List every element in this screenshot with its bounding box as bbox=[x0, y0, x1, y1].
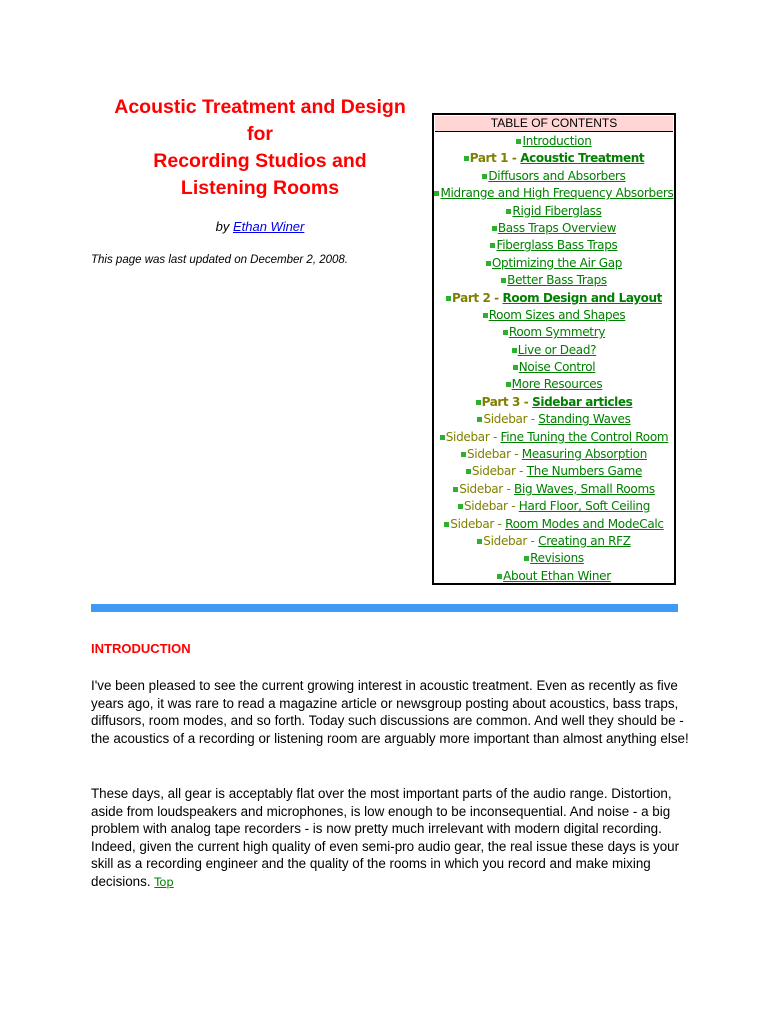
bullet-square-icon bbox=[516, 139, 521, 144]
toc-item-prefix: Sidebar - bbox=[483, 412, 539, 427]
bullet-square-icon bbox=[446, 296, 451, 301]
toc-item bbox=[434, 498, 674, 515]
title-line-1: Acoustic Treatment and Design bbox=[114, 96, 406, 118]
toc-link[interactable]: Big Waves, Small Rooms bbox=[514, 481, 655, 496]
bullet-square-icon bbox=[483, 313, 488, 318]
bullet-square-icon bbox=[477, 417, 482, 422]
toc-item bbox=[434, 533, 674, 550]
toc-link[interactable]: Bass Traps Overview bbox=[497, 220, 617, 235]
toc-link[interactable]: Room Design and Layout bbox=[502, 290, 662, 305]
bullet-square-icon bbox=[506, 382, 511, 387]
bullet-square-icon bbox=[501, 278, 506, 283]
toc-item bbox=[434, 463, 674, 480]
bullet-square-icon bbox=[512, 348, 517, 353]
toc-item-prefix: Sidebar - bbox=[445, 429, 501, 444]
toc-link[interactable]: Rigid Fiberglass bbox=[512, 203, 602, 218]
toc-item bbox=[434, 324, 674, 341]
toc-link[interactable]: Fiberglass Bass Traps bbox=[496, 238, 618, 253]
bullet-square-icon bbox=[486, 261, 491, 266]
toc-item bbox=[434, 150, 674, 167]
toc-link[interactable]: Acoustic Treatment bbox=[520, 151, 645, 166]
toc-item bbox=[434, 376, 674, 393]
toc-item bbox=[434, 516, 674, 533]
toc-link[interactable]: Room Modes and ModeCalc bbox=[505, 516, 664, 531]
bullet-square-icon bbox=[434, 191, 439, 196]
toc-link[interactable]: Live or Dead? bbox=[517, 342, 597, 357]
toc-link[interactable]: Revisions bbox=[530, 551, 584, 566]
table-of-contents bbox=[432, 113, 676, 585]
toc-item bbox=[434, 568, 674, 585]
toc-link[interactable]: Midrange and High Frequency Absorbers bbox=[440, 186, 674, 201]
bullet-square-icon bbox=[482, 174, 487, 179]
intro-paragraph-2 bbox=[91, 785, 691, 892]
bullet-square-icon bbox=[464, 156, 469, 161]
top-link[interactable]: Top bbox=[154, 874, 174, 889]
section-divider bbox=[91, 604, 678, 612]
toc-link[interactable]: Standing Waves bbox=[538, 412, 631, 427]
author-link[interactable]: Ethan Winer bbox=[232, 219, 305, 234]
bullet-square-icon bbox=[458, 504, 463, 509]
toc-item bbox=[434, 203, 674, 220]
toc-item bbox=[434, 185, 674, 202]
toc-item bbox=[434, 446, 674, 463]
intro-paragraph-2-text: These days, all gear is acceptably flat over the most important parts of the audio range. Distortion, aside from loudspeakers and microphones, is low enough to be inconsequential. And noise - a big problem with analog tape recorders - is now pretty much irrelevant with modern digital recording. Indeed, given the current high quality of even semi-pro audio gear, the real issue these days is your skill as a recording engineer and the quality of the rooms in which you record and make mixing decisions. bbox=[91, 786, 680, 889]
toc-link[interactable]: Creating an RFZ bbox=[538, 533, 631, 548]
last-updated-note: This page was last updated on December 2, 2008. bbox=[91, 254, 348, 266]
toc-item-prefix: Sidebar - bbox=[463, 499, 519, 514]
toc-link[interactable]: More Resources bbox=[511, 377, 603, 392]
toc-link[interactable]: Measuring Absorption bbox=[521, 447, 648, 462]
toc-item-prefix: Part 3 - bbox=[481, 394, 533, 409]
bullet-square-icon bbox=[506, 209, 511, 214]
toc-item-prefix: Part 2 - bbox=[452, 290, 503, 305]
bullet-square-icon bbox=[513, 365, 518, 370]
bullet-square-icon bbox=[524, 556, 529, 561]
toc-link[interactable]: About Ethan Winer bbox=[503, 568, 611, 583]
toc-item bbox=[434, 481, 674, 498]
toc-item bbox=[434, 237, 674, 254]
toc-link[interactable]: Introduction bbox=[522, 134, 592, 148]
title-line-2: for bbox=[247, 123, 273, 145]
introduction-heading: INTRODUCTION bbox=[91, 641, 191, 656]
bullet-square-icon bbox=[466, 469, 471, 474]
toc-item bbox=[434, 394, 674, 411]
toc-item bbox=[434, 255, 674, 272]
toc-link[interactable]: Hard Floor, Soft Ceiling bbox=[518, 499, 651, 514]
toc-link[interactable]: Room Symmetry bbox=[508, 325, 606, 340]
toc-item bbox=[434, 168, 674, 185]
toc-item bbox=[434, 133, 674, 150]
byline-prefix: by bbox=[215, 219, 233, 234]
toc-link[interactable]: Better Bass Traps bbox=[507, 273, 607, 288]
bullet-square-icon bbox=[476, 400, 481, 405]
title-line-4: Listening Rooms bbox=[180, 177, 340, 199]
toc-item bbox=[434, 411, 674, 428]
toc-item bbox=[434, 290, 674, 307]
toc-item-prefix: Part 1 - bbox=[469, 151, 521, 166]
toc-link[interactable]: Room Sizes and Shapes bbox=[488, 307, 626, 322]
bullet-square-icon bbox=[503, 330, 508, 335]
bullet-square-icon bbox=[492, 226, 497, 231]
page-title bbox=[84, 94, 436, 202]
toc-item bbox=[434, 220, 674, 237]
toc-link[interactable]: Sidebar articles bbox=[532, 394, 633, 409]
toc-item-prefix: Sidebar - bbox=[466, 447, 522, 462]
bullet-square-icon bbox=[490, 243, 495, 248]
toc-item-prefix: Sidebar - bbox=[471, 464, 527, 479]
bullet-square-icon bbox=[440, 435, 445, 440]
toc-item-prefix: Sidebar - bbox=[483, 533, 539, 548]
toc-link[interactable]: Diffusors and Absorbers bbox=[488, 168, 626, 183]
toc-item bbox=[434, 307, 674, 324]
toc-item-prefix: Sidebar - bbox=[450, 516, 506, 531]
bullet-square-icon bbox=[461, 452, 466, 457]
toc-link[interactable]: Optimizing the Air Gap bbox=[491, 255, 623, 270]
intro-paragraph-1: I've been pleased to see the current growing interest in acoustic treatment. Even as recently as five years ago, it was rare to read a magazine article or newsgroup posting about acoustics, bass traps, diffusors, room modes, and so forth. Today such discussions are common. And well they should be - the acoustics of a recording or listening room are arguably more important than almost anything else! bbox=[91, 678, 689, 746]
bullet-square-icon bbox=[477, 539, 482, 544]
toc-item bbox=[434, 429, 674, 446]
toc-item bbox=[434, 342, 674, 359]
toc-link[interactable]: The Numbers Game bbox=[526, 464, 643, 479]
byline bbox=[84, 219, 436, 234]
toc-link[interactable]: Fine Tuning the Control Room bbox=[500, 429, 669, 444]
toc-item bbox=[434, 550, 674, 567]
toc-item bbox=[434, 359, 674, 376]
title-line-3: Recording Studios and bbox=[153, 150, 367, 172]
toc-item-prefix: Sidebar - bbox=[459, 481, 515, 496]
toc-header: TABLE OF CONTENTS bbox=[435, 116, 673, 132]
bullet-square-icon bbox=[453, 487, 458, 492]
toc-item bbox=[434, 272, 674, 289]
bullet-square-icon bbox=[444, 522, 449, 527]
toc-link[interactable]: Noise Control bbox=[518, 360, 596, 375]
toc-list bbox=[434, 133, 674, 585]
bullet-square-icon bbox=[497, 574, 502, 579]
